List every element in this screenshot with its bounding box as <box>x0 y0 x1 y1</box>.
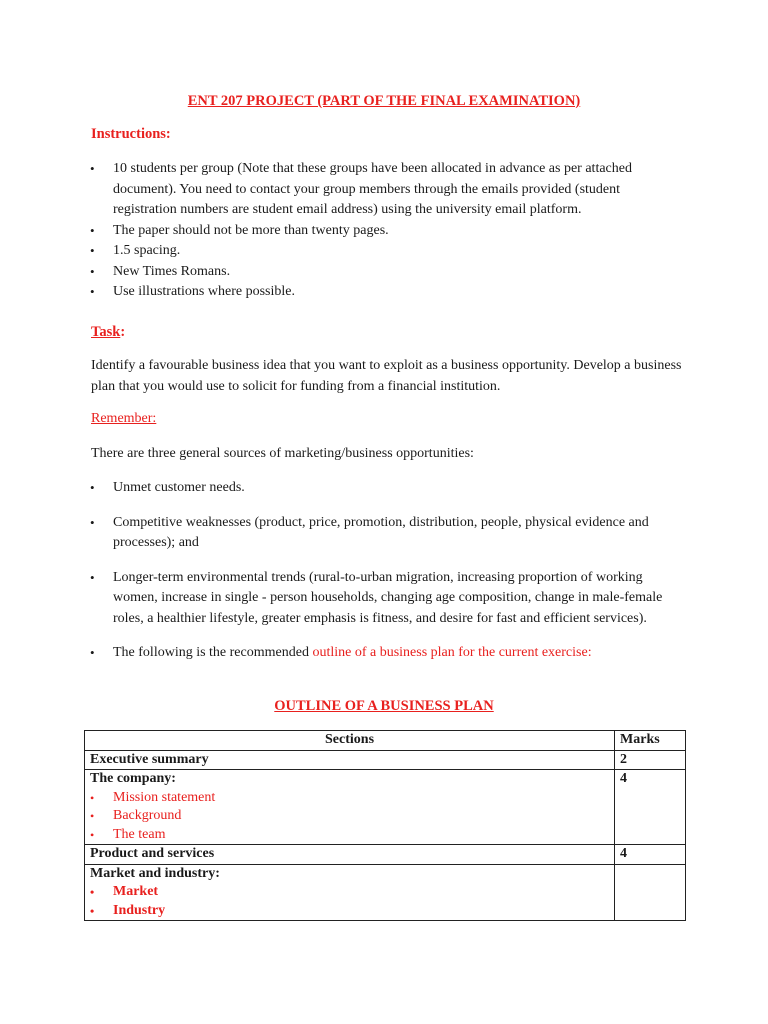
task-heading: Task: <box>91 324 126 340</box>
sub-item: • Background <box>90 807 609 826</box>
table-row <box>85 864 686 921</box>
sub-item: • Mission statement <box>90 789 609 808</box>
instructions-list <box>0 159 673 303</box>
list-item: • 1.5 spacing. <box>0 241 673 262</box>
section-cell: Executive summary <box>85 750 615 770</box>
list-item: • 10 students per group (Note that these groups have been allocated in advance as per attached document). You need to contact your group members through the emails provided (student registration numbers are student email address) using the university email platform. <box>90 161 632 217</box>
section-cell: Market and industry: • Market • Industry <box>85 864 615 921</box>
marks-cell: 2 <box>615 750 686 770</box>
bullet-icon: • <box>90 645 95 660</box>
bullet-icon: • <box>90 569 95 585</box>
bullet-icon: • <box>90 790 95 805</box>
bullet-icon: • <box>90 885 95 899</box>
section-cell: The company: • Mission statement • Background • The team <box>85 770 615 845</box>
marks-cell: 4 <box>615 845 686 865</box>
outline-title: OUTLINE OF A BUSINESS PLAN <box>274 698 494 714</box>
bullet-icon: • <box>90 809 95 823</box>
bullet-icon: • <box>90 263 95 279</box>
sub-item: • Industry <box>90 902 609 921</box>
list-item: • The following is the recommended outline of a business plan for the current exercise: <box>0 643 673 664</box>
table-header-row <box>85 731 686 751</box>
list-item: • Competitive weaknesses (product, price, promotion, distribution, people, physical evidence and processes); and <box>90 514 649 550</box>
business-plan-outline-table <box>84 730 686 921</box>
list-item: • The paper should not be more than twenty pages. <box>0 221 673 242</box>
marks-cell <box>615 864 686 921</box>
instructions-heading: Instructions: <box>91 126 171 142</box>
remember-label: Remember: <box>91 411 157 426</box>
table-row <box>85 770 686 845</box>
list-item: • New Times Romans. <box>0 262 673 283</box>
list-item: • Unmet customer needs. <box>0 478 673 499</box>
sections-header: Sections <box>85 731 615 751</box>
list-item: • Use illustrations where possible. <box>0 282 673 303</box>
document-title: ENT 207 PROJECT (PART OF THE FINAL EXAMINATION) <box>187 93 581 109</box>
bullet-icon: • <box>90 480 95 495</box>
section-cell: Product and services <box>85 845 615 865</box>
bullet-icon: • <box>90 243 95 258</box>
list-item: • Longer-term environmental trends (rural-to-urban migration, increasing proportion of working women, increase in single - person households, changing age composition, change in male-female roles, a healthier lifestyle, greater emphasis is fitness, and desire for fast and efficient services). <box>90 569 663 626</box>
bullet-icon: • <box>90 903 95 918</box>
bullet-icon: • <box>90 222 95 238</box>
remember-intro: There are three general sources of marketing/business opportunities: <box>91 446 474 461</box>
task-text: Identify a favourable business idea that you want to exploit as a business opportunity. Develop a business plan that you would use to solicit for funding from a financial institution. <box>91 358 682 394</box>
marks-cell: 4 <box>615 770 686 845</box>
table-row <box>85 845 686 865</box>
opportunity-sources-list <box>0 478 673 664</box>
table-row <box>85 750 686 770</box>
bullet-icon: • <box>90 284 95 299</box>
sub-item: • Market <box>90 883 609 902</box>
bullet-icon: • <box>90 514 95 530</box>
bullet-icon: • <box>90 827 95 842</box>
bullet-icon: • <box>90 161 95 176</box>
sub-item: • The team <box>90 826 609 845</box>
marks-header: Marks <box>615 731 686 751</box>
